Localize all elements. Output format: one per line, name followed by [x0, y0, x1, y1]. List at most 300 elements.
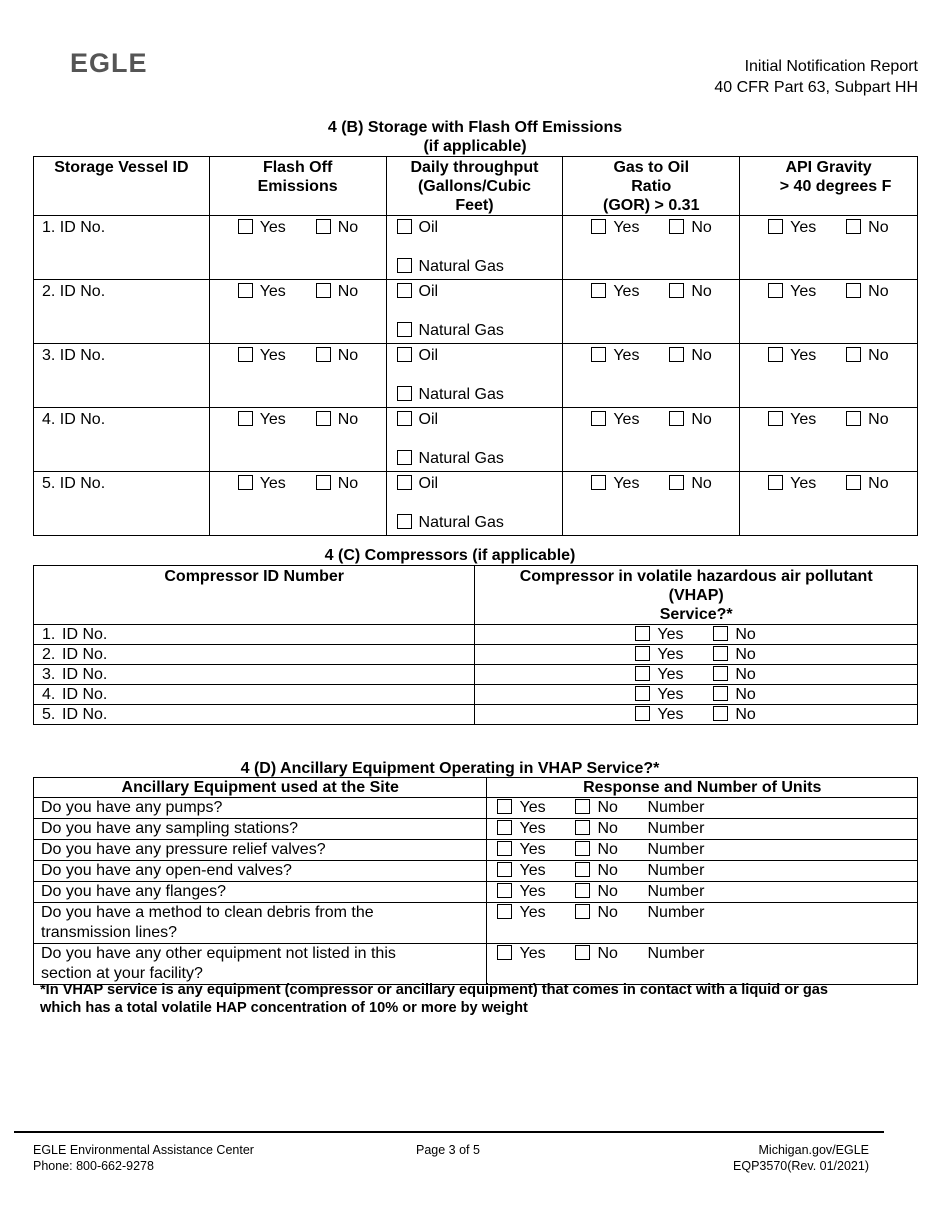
api-gravity-cell [740, 408, 918, 472]
equipment-question-cell [34, 861, 487, 882]
api-gravity-no-checkbox[interactable] [846, 475, 861, 490]
throughput-cell [386, 472, 563, 536]
row-id-label: ID No. [62, 646, 108, 663]
api-gravity-cell [740, 280, 918, 344]
section-4c-title: 4 (C) Compressors (if applicable) [324, 547, 576, 564]
api-gravity-no-checkbox[interactable] [846, 411, 861, 426]
api-gravity-yes-label: Yes [790, 411, 817, 428]
storage-vessel-id-cell[interactable] [34, 280, 210, 344]
vhap-no-option [713, 685, 755, 704]
row-id-label: 1. ID No. [42, 219, 106, 236]
natural-gas-option [397, 449, 504, 468]
oil-checkbox[interactable] [397, 475, 412, 490]
flash-off-yes-checkbox[interactable] [238, 219, 253, 234]
vhap-service-cell [475, 665, 918, 685]
api-gravity-no-checkbox[interactable] [846, 283, 861, 298]
natural-gas-label: Natural Gas [418, 258, 504, 275]
storage-vessel-id-cell[interactable] [34, 216, 210, 280]
oil-option [397, 346, 439, 365]
gor-no-option [669, 282, 711, 301]
table-header-row [34, 566, 918, 625]
api-gravity-yes-checkbox[interactable] [768, 283, 783, 298]
gor-no-label: No [691, 219, 712, 236]
equip-yes-checkbox[interactable] [497, 841, 512, 856]
storage-vessel-table [33, 156, 918, 536]
footer-left: EGLE Environmental Assistance Center Phone: 800-662-9278 [33, 1143, 254, 1173]
row-number: 3. [42, 666, 56, 683]
row-id-label: 3. ID No. [42, 347, 106, 364]
col-gor: Gas to Oil Ratio (GOR) > 0.31 [563, 157, 740, 216]
vhap-no-label: No [735, 686, 756, 703]
flash-off-no-checkbox[interactable] [316, 475, 331, 490]
vhap-yes-label: Yes [657, 626, 684, 643]
api-gravity-yes-option [768, 410, 846, 429]
gor-yes-checkbox[interactable] [591, 219, 606, 234]
row-number: 1. [42, 626, 56, 643]
equip-no-checkbox[interactable] [575, 841, 590, 856]
question-text: Do you have a method to clean debris from the [41, 904, 374, 921]
flash-off-yes-option [238, 474, 316, 493]
equip-no-label: No [597, 820, 618, 837]
api-gravity-no-option [846, 346, 888, 365]
equip-yes-label: Yes [519, 841, 546, 858]
equip-no-label: No [597, 883, 618, 900]
question-text: Do you have any sampling stations? [41, 820, 299, 837]
gor-cell [563, 408, 740, 472]
table-row [34, 665, 918, 685]
equip-yes-checkbox[interactable] [497, 945, 512, 960]
vhap-no-checkbox[interactable] [713, 666, 728, 681]
flash-off-no-checkbox[interactable] [316, 283, 331, 298]
egle-logo: EGLE [70, 48, 148, 78]
flash-off-no-label: No [337, 347, 359, 364]
flash-off-yes-checkbox[interactable] [238, 411, 253, 426]
equipment-question-cell [34, 798, 487, 819]
gor-yes-label: Yes [613, 411, 640, 428]
flash-off-no-option [316, 474, 358, 493]
equipment-question-cell [34, 819, 487, 840]
flash-off-no-option [316, 218, 358, 237]
equip-no-checkbox[interactable] [575, 799, 590, 814]
response-cell [487, 903, 918, 944]
vhap-yes-option [635, 625, 713, 644]
compressor-id-cell[interactable] [34, 665, 475, 685]
table-row [34, 344, 918, 408]
footer-page-number: Page 3 of 5 [416, 1143, 480, 1157]
vhap-no-checkbox[interactable] [713, 706, 728, 721]
equip-no-label: No [597, 862, 618, 879]
equip-no-label: No [597, 841, 618, 858]
flash-off-yes-option [238, 218, 316, 237]
table-row [34, 861, 918, 882]
flash-off-yes-checkbox[interactable] [238, 475, 253, 490]
col-compressor-id: Compressor ID Number [34, 566, 475, 625]
vhap-service-cell [475, 625, 918, 645]
oil-label: Oil [418, 283, 439, 300]
number-of-units-field[interactable]: Number [647, 945, 705, 962]
flash-off-yes-label: Yes [259, 475, 286, 492]
equipment-question-cell [34, 840, 487, 861]
flash-off-cell [209, 216, 386, 280]
natural-gas-checkbox[interactable] [397, 386, 412, 401]
equip-no-checkbox[interactable] [575, 883, 590, 898]
table-row [34, 280, 918, 344]
vhap-service-cell [475, 685, 918, 705]
oil-checkbox[interactable] [397, 219, 412, 234]
gor-yes-checkbox[interactable] [591, 475, 606, 490]
number-of-units-field[interactable]: Number [647, 799, 705, 816]
throughput-cell [386, 280, 563, 344]
api-gravity-cell [740, 216, 918, 280]
natural-gas-checkbox[interactable] [397, 450, 412, 465]
col-response-units: Response and Number of Units [487, 778, 918, 798]
oil-option [397, 218, 439, 237]
api-gravity-yes-option [768, 282, 846, 301]
flash-off-yes-label: Yes [259, 347, 286, 364]
equip-yes-checkbox[interactable] [497, 904, 512, 919]
row-id-label: ID No. [62, 706, 108, 723]
api-gravity-no-label: No [868, 475, 889, 492]
gor-no-label: No [691, 347, 712, 364]
section-4b-heading: 4 (B) Storage with Flash Off Emissions [327, 119, 623, 136]
equip-yes-checkbox[interactable] [497, 883, 512, 898]
vhap-yes-label: Yes [657, 646, 684, 663]
table-row [34, 840, 918, 861]
natural-gas-label: Natural Gas [418, 450, 504, 467]
table-header-row [34, 778, 918, 798]
gor-yes-label: Yes [613, 347, 640, 364]
gor-no-label: No [691, 411, 712, 428]
compressor-id-cell[interactable] [34, 685, 475, 705]
flash-off-yes-option [238, 410, 316, 429]
table-row [34, 216, 918, 280]
api-gravity-no-checkbox[interactable] [846, 347, 861, 362]
row-id-label: ID No. [62, 626, 108, 643]
equip-no-option [575, 944, 647, 964]
equip-no-checkbox[interactable] [575, 820, 590, 835]
equip-no-checkbox[interactable] [575, 904, 590, 919]
regulation-citation: 40 CFR Part 63, Subpart HH [714, 79, 918, 96]
gor-yes-checkbox[interactable] [591, 283, 606, 298]
vhap-yes-checkbox[interactable] [635, 646, 650, 661]
equipment-question-cell [34, 882, 487, 903]
api-gravity-yes-label: Yes [790, 283, 817, 300]
row-id-label: 5. ID No. [42, 475, 106, 492]
col-vhap-service: Compressor in volatile hazardous air pollutant (VHAP) Service?* [475, 566, 918, 625]
equip-yes-checkbox[interactable] [497, 862, 512, 877]
oil-label: Oil [418, 219, 439, 236]
equip-no-option [575, 819, 647, 839]
section-4b-title [33, 118, 917, 156]
api-gravity-no-label: No [868, 347, 889, 364]
flash-off-no-checkbox[interactable] [316, 219, 331, 234]
flash-off-yes-label: Yes [259, 411, 286, 428]
flash-off-yes-option [238, 346, 316, 365]
compressor-id-cell[interactable] [34, 645, 475, 665]
vhap-yes-label: Yes [657, 666, 684, 683]
equip-no-checkbox[interactable] [575, 945, 590, 960]
table-row [34, 882, 918, 903]
vhap-no-checkbox[interactable] [713, 626, 728, 641]
api-gravity-yes-label: Yes [790, 475, 817, 492]
vhap-yes-checkbox[interactable] [635, 666, 650, 681]
gor-cell [563, 216, 740, 280]
col-api-gravity: API Gravity > 40 degrees F [740, 157, 918, 216]
equipment-question-cell [34, 944, 487, 985]
api-gravity-yes-option [768, 346, 846, 365]
equip-yes-label: Yes [519, 904, 546, 921]
question-text: Do you have any other equipment not listed in this [41, 945, 396, 962]
equip-yes-checkbox[interactable] [497, 799, 512, 814]
equip-no-option [575, 882, 647, 902]
gor-no-checkbox[interactable] [669, 219, 684, 234]
gor-yes-checkbox[interactable] [591, 347, 606, 362]
question-text: Do you have any flanges? [41, 883, 227, 900]
table-header-row [34, 157, 918, 216]
flash-off-no-label: No [337, 219, 359, 236]
gor-no-checkbox[interactable] [669, 475, 684, 490]
table-row [34, 408, 918, 472]
response-cell [487, 944, 918, 985]
ancillary-equipment-table [33, 777, 918, 985]
throughput-cell [386, 216, 563, 280]
vhap-yes-option [635, 685, 713, 704]
row-id-label: 4. ID No. [42, 411, 106, 428]
vhap-yes-checkbox[interactable] [635, 686, 650, 701]
equipment-question-cell [34, 903, 487, 944]
storage-vessel-id-cell[interactable] [34, 472, 210, 536]
gor-yes-option [591, 474, 669, 493]
gor-no-label: No [691, 475, 712, 492]
question-text: Do you have any open-end valves? [41, 862, 292, 879]
gor-yes-option [591, 282, 669, 301]
response-cell [487, 798, 918, 819]
oil-checkbox[interactable] [397, 283, 412, 298]
col-ancillary-equipment: Ancillary Equipment used at the Site [34, 778, 487, 798]
equip-yes-label: Yes [519, 945, 546, 962]
gor-yes-label: Yes [613, 475, 640, 492]
equip-yes-option [497, 861, 575, 881]
natural-gas-option [397, 257, 504, 276]
vhap-no-checkbox[interactable] [713, 646, 728, 661]
vhap-yes-checkbox[interactable] [635, 626, 650, 641]
response-cell [487, 861, 918, 882]
api-gravity-yes-label: Yes [790, 219, 817, 236]
flash-off-no-option [316, 282, 358, 301]
vhap-no-label: No [735, 666, 756, 683]
equip-no-option [575, 903, 647, 923]
flash-off-no-checkbox[interactable] [316, 347, 331, 362]
flash-off-no-option [316, 346, 358, 365]
vhap-yes-option [635, 645, 713, 664]
api-gravity-yes-option [768, 474, 846, 493]
vhap-no-option [713, 705, 755, 724]
api-gravity-no-label: No [868, 283, 889, 300]
compressor-table [33, 565, 918, 725]
equip-yes-label: Yes [519, 883, 546, 900]
api-gravity-yes-checkbox[interactable] [768, 219, 783, 234]
gor-cell [563, 280, 740, 344]
vhap-no-checkbox[interactable] [713, 686, 728, 701]
flash-off-cell [209, 408, 386, 472]
flash-off-no-checkbox[interactable] [316, 411, 331, 426]
gor-cell [563, 472, 740, 536]
compressor-id-cell[interactable] [34, 625, 475, 645]
equip-yes-option [497, 840, 575, 860]
vhap-yes-option [635, 665, 713, 684]
col-flash-off: Flash Off Emissions [209, 157, 386, 216]
compressor-id-cell[interactable] [34, 705, 475, 725]
equip-no-label: No [597, 904, 618, 921]
api-gravity-yes-checkbox[interactable] [768, 475, 783, 490]
gor-no-option [669, 218, 711, 237]
storage-vessel-id-cell[interactable] [34, 344, 210, 408]
table-row [34, 625, 918, 645]
number-of-units-field[interactable]: Number [647, 862, 705, 879]
natural-gas-option [397, 321, 504, 340]
number-of-units-field[interactable]: Number [647, 820, 705, 837]
row-id-label: ID No. [62, 666, 108, 683]
equip-no-option [575, 861, 647, 881]
oil-option [397, 410, 439, 429]
flash-off-yes-checkbox[interactable] [238, 347, 253, 362]
equip-yes-checkbox[interactable] [497, 820, 512, 835]
natural-gas-checkbox[interactable] [397, 322, 412, 337]
throughput-cell [386, 408, 563, 472]
vhap-footnote: *In VHAP service is any equipment (compressor or ancillary equipment) that comes in contact with a liquid or gas which has a total volatile HAP concentration of 10% or more by weight [40, 982, 828, 1016]
gor-cell [563, 344, 740, 408]
vhap-yes-label: Yes [657, 686, 684, 703]
question-text: Do you have any pressure relief valves? [41, 841, 326, 858]
flash-off-cell [209, 472, 386, 536]
equip-yes-label: Yes [519, 820, 546, 837]
number-of-units-field[interactable]: Number [647, 904, 705, 921]
equip-yes-option [497, 882, 575, 902]
oil-checkbox[interactable] [397, 411, 412, 426]
gor-no-checkbox[interactable] [669, 411, 684, 426]
flash-off-no-label: No [337, 475, 359, 492]
question-text: Do you have any pumps? [41, 799, 223, 816]
row-id-label: 2. ID No. [42, 283, 106, 300]
row-id-label: ID No. [62, 686, 108, 703]
gor-no-label: No [691, 283, 712, 300]
row-number: 5. [42, 706, 56, 723]
table-row [34, 903, 918, 944]
gor-no-checkbox[interactable] [669, 347, 684, 362]
oil-label: Oil [418, 475, 439, 492]
col-storage-vessel-id: Storage Vessel ID [34, 157, 210, 216]
report-header [714, 56, 918, 98]
equip-no-label: No [597, 799, 618, 816]
oil-label: Oil [418, 411, 439, 428]
gor-no-option [669, 410, 711, 429]
response-cell [487, 819, 918, 840]
gor-no-option [669, 346, 711, 365]
api-gravity-no-checkbox[interactable] [846, 219, 861, 234]
vhap-no-option [713, 665, 755, 684]
response-cell [487, 882, 918, 903]
section-4b-subheading: (if applicable) [423, 138, 527, 155]
flash-off-yes-label: Yes [259, 283, 286, 300]
api-gravity-no-label: No [868, 219, 889, 236]
row-number: 4. [42, 686, 56, 703]
api-gravity-no-option [846, 282, 888, 301]
equip-yes-label: Yes [519, 862, 546, 879]
equip-no-checkbox[interactable] [575, 862, 590, 877]
vhap-yes-label: Yes [657, 706, 684, 723]
natural-gas-checkbox[interactable] [397, 514, 412, 529]
vhap-service-cell [475, 645, 918, 665]
equip-no-option [575, 840, 647, 860]
question-text-continued: section at your facility? [41, 965, 203, 982]
vhap-no-label: No [735, 646, 756, 663]
equip-yes-option [497, 798, 575, 818]
api-gravity-no-option [846, 410, 888, 429]
oil-label: Oil [418, 347, 439, 364]
section-4d-title: 4 (D) Ancillary Equipment Operating in VHAP Service?* [240, 760, 660, 777]
equip-yes-option [497, 819, 575, 839]
table-row [34, 819, 918, 840]
flash-off-yes-checkbox[interactable] [238, 283, 253, 298]
storage-vessel-id-cell[interactable] [34, 408, 210, 472]
api-gravity-yes-checkbox[interactable] [768, 347, 783, 362]
report-title: Initial Notification Report [744, 58, 918, 75]
flash-off-yes-label: Yes [259, 219, 286, 236]
flash-off-no-label: No [337, 283, 359, 300]
table-row [34, 685, 918, 705]
vhap-no-option [713, 625, 755, 644]
row-number: 2. [42, 646, 56, 663]
vhap-no-label: No [735, 706, 756, 723]
equip-no-label: No [597, 945, 618, 962]
natural-gas-option [397, 385, 504, 404]
number-of-units-field[interactable]: Number [647, 841, 705, 858]
col-daily-throughput: Daily throughput (Gallons/Cubic Feet) [386, 157, 563, 216]
flash-off-no-option [316, 410, 358, 429]
natural-gas-label: Natural Gas [418, 322, 504, 339]
api-gravity-yes-checkbox[interactable] [768, 411, 783, 426]
vhap-service-cell [475, 705, 918, 725]
oil-option [397, 474, 439, 493]
table-row [34, 645, 918, 665]
flash-off-cell [209, 280, 386, 344]
vhap-no-label: No [735, 626, 756, 643]
vhap-no-option [713, 645, 755, 664]
footer-right: Michigan.gov/EGLE EQP3570(Rev. 01/2021) [733, 1143, 869, 1173]
natural-gas-label: Natural Gas [418, 514, 504, 531]
gor-yes-option [591, 410, 669, 429]
api-gravity-yes-option [768, 218, 846, 237]
throughput-cell [386, 344, 563, 408]
flash-off-no-label: No [337, 411, 359, 428]
table-row [34, 798, 918, 819]
natural-gas-label: Natural Gas [418, 386, 504, 403]
number-of-units-field[interactable]: Number [647, 883, 705, 900]
api-gravity-cell [740, 472, 918, 536]
flash-off-cell [209, 344, 386, 408]
natural-gas-checkbox[interactable] [397, 258, 412, 273]
gor-yes-checkbox[interactable] [591, 411, 606, 426]
question-text-continued: transmission lines? [41, 924, 178, 941]
vhap-yes-checkbox[interactable] [635, 706, 650, 721]
gor-no-checkbox[interactable] [669, 283, 684, 298]
oil-checkbox[interactable] [397, 347, 412, 362]
equip-yes-option [497, 903, 575, 923]
gor-no-option [669, 474, 711, 493]
response-cell [487, 840, 918, 861]
vhap-yes-option [635, 705, 713, 724]
api-gravity-no-label: No [868, 411, 889, 428]
